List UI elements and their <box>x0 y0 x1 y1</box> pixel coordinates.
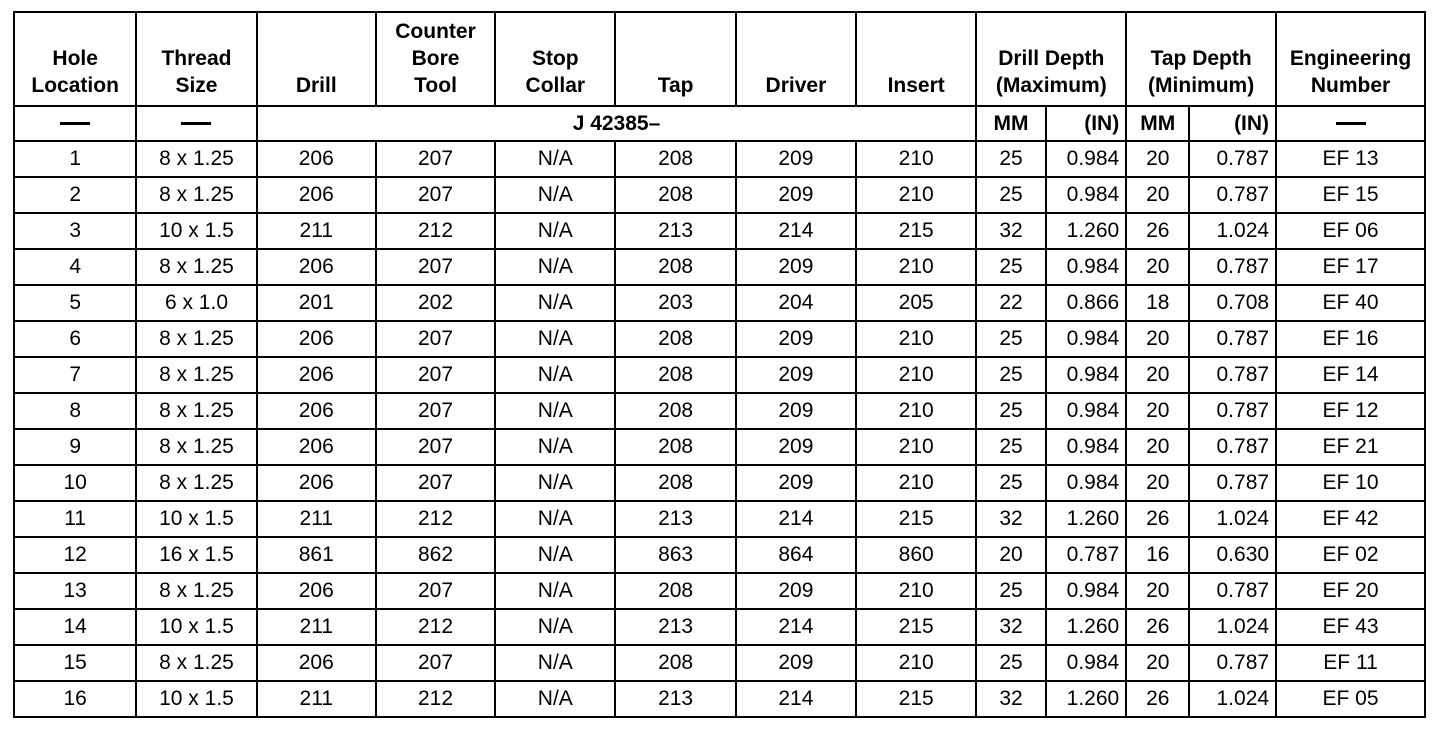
engineering-number-cell: EF 16 <box>1276 321 1425 357</box>
tap-depth-mm-cell: 20 <box>1126 645 1189 681</box>
thread-size-cell: 8 x 1.25 <box>136 357 256 393</box>
tap-depth-mm-cell: 20 <box>1126 429 1189 465</box>
insert-cell: 210 <box>856 645 976 681</box>
tap-depth-mm-cell: 26 <box>1126 213 1189 249</box>
counter-bore-tool-cell: 207 <box>376 249 495 285</box>
drill-depth-in-cell: 0.984 <box>1046 393 1127 429</box>
tap-depth-mm-cell: 20 <box>1126 321 1189 357</box>
driver-cell: 209 <box>736 321 856 357</box>
counter-bore-tool-cell: 212 <box>376 681 495 717</box>
stop-collar-cell: N/A <box>495 429 615 465</box>
insert-cell: 210 <box>856 393 976 429</box>
table-row <box>14 321 1425 357</box>
counter-bore-tool-cell: 212 <box>376 213 495 249</box>
engineering-number-cell: EF 20 <box>1276 573 1425 609</box>
hole-location-cell: 16 <box>14 681 136 717</box>
drill-cell: 211 <box>257 213 376 249</box>
header-tap: Tap <box>615 12 735 106</box>
drill-depth-in-cell: 0.866 <box>1046 285 1127 321</box>
units-hole-location-dash <box>14 106 136 141</box>
drill-cell: 206 <box>257 249 376 285</box>
drill-depth-in-cell: 0.787 <box>1046 537 1127 573</box>
driver-cell: 209 <box>736 393 856 429</box>
thread-size-cell: 10 x 1.5 <box>136 213 256 249</box>
header-driver: Driver <box>736 12 856 106</box>
units-thread-size-dash <box>136 106 256 141</box>
tap-depth-mm-cell: 20 <box>1126 177 1189 213</box>
thread-size-cell: 10 x 1.5 <box>136 501 256 537</box>
driver-cell: 209 <box>736 177 856 213</box>
table-row <box>14 141 1425 177</box>
tap-cell: 213 <box>615 681 735 717</box>
insert-cell: 210 <box>856 249 976 285</box>
drill-depth-mm-cell: 25 <box>976 177 1045 213</box>
tap-cell: 208 <box>615 357 735 393</box>
engineering-number-cell: EF 21 <box>1276 429 1425 465</box>
thread-size-cell: 8 x 1.25 <box>136 141 256 177</box>
driver-cell: 214 <box>736 609 856 645</box>
counter-bore-tool-cell: 207 <box>376 321 495 357</box>
counter-bore-tool-cell: 207 <box>376 393 495 429</box>
thread-size-cell: 8 x 1.25 <box>136 429 256 465</box>
tool-number-prefix: J 42385– <box>257 106 977 141</box>
thread-size-cell: 10 x 1.5 <box>136 609 256 645</box>
table-row <box>14 573 1425 609</box>
header-stop-collar: Stop Collar <box>495 12 615 106</box>
tap-cell: 208 <box>615 573 735 609</box>
header-insert: Insert <box>856 12 976 106</box>
tap-depth-mm-cell: 26 <box>1126 609 1189 645</box>
drill-depth-mm-cell: 25 <box>976 465 1045 501</box>
counter-bore-tool-cell: 207 <box>376 465 495 501</box>
thread-size-cell: 16 x 1.5 <box>136 537 256 573</box>
tap-depth-mm-cell: 20 <box>1126 141 1189 177</box>
driver-cell: 209 <box>736 141 856 177</box>
drill-depth-in-cell: 1.260 <box>1046 501 1127 537</box>
drill-depth-in-cell: 0.984 <box>1046 321 1127 357</box>
driver-cell: 209 <box>736 465 856 501</box>
table-row <box>14 357 1425 393</box>
drill-depth-mm-unit: MM <box>976 106 1045 141</box>
drill-depth-in-cell: 1.260 <box>1046 681 1127 717</box>
tap-cell: 213 <box>615 213 735 249</box>
table-row <box>14 465 1425 501</box>
table-row <box>14 393 1425 429</box>
tap-depth-in-cell: 0.787 <box>1189 177 1276 213</box>
tap-cell: 208 <box>615 321 735 357</box>
engineering-number-cell: EF 14 <box>1276 357 1425 393</box>
drill-depth-in-cell: 1.260 <box>1046 213 1127 249</box>
tap-depth-in-cell: 1.024 <box>1189 681 1276 717</box>
engineering-number-cell: EF 15 <box>1276 177 1425 213</box>
engineering-number-cell: EF 17 <box>1276 249 1425 285</box>
hole-location-cell: 14 <box>14 609 136 645</box>
engineering-number-cell: EF 06 <box>1276 213 1425 249</box>
units-engineering-number-dash <box>1276 106 1425 141</box>
tap-depth-mm-cell: 16 <box>1126 537 1189 573</box>
tap-depth-in-cell: 0.787 <box>1189 321 1276 357</box>
thread-size-cell: 8 x 1.25 <box>136 465 256 501</box>
tap-depth-in-cell: 1.024 <box>1189 609 1276 645</box>
table-row <box>14 249 1425 285</box>
drill-cell: 206 <box>257 141 376 177</box>
engineering-number-cell: EF 02 <box>1276 537 1425 573</box>
insert-cell: 210 <box>856 177 976 213</box>
hole-location-cell: 6 <box>14 321 136 357</box>
stop-collar-cell: N/A <box>495 681 615 717</box>
drill-depth-mm-cell: 25 <box>976 249 1045 285</box>
counter-bore-tool-cell: 212 <box>376 501 495 537</box>
drill-cell: 206 <box>257 573 376 609</box>
tap-cell: 208 <box>615 177 735 213</box>
insert-cell: 210 <box>856 429 976 465</box>
hole-location-cell: 2 <box>14 177 136 213</box>
drill-cell: 201 <box>257 285 376 321</box>
table-row <box>14 681 1425 717</box>
thread-size-cell: 8 x 1.25 <box>136 249 256 285</box>
tap-depth-mm-cell: 20 <box>1126 393 1189 429</box>
drill-depth-in-cell: 0.984 <box>1046 429 1127 465</box>
drill-depth-mm-cell: 25 <box>976 573 1045 609</box>
table-row <box>14 537 1425 573</box>
tap-depth-in-cell: 0.787 <box>1189 573 1276 609</box>
counter-bore-tool-cell: 207 <box>376 141 495 177</box>
driver-cell: 209 <box>736 357 856 393</box>
stop-collar-cell: N/A <box>495 645 615 681</box>
hole-location-cell: 5 <box>14 285 136 321</box>
hole-location-cell: 3 <box>14 213 136 249</box>
engineering-number-cell: EF 43 <box>1276 609 1425 645</box>
drill-cell: 211 <box>257 501 376 537</box>
table-row <box>14 645 1425 681</box>
dash-mark <box>60 122 90 125</box>
stop-collar-cell: N/A <box>495 393 615 429</box>
table-row <box>14 429 1425 465</box>
tap-cell: 203 <box>615 285 735 321</box>
table-body <box>14 141 1425 717</box>
insert-cell: 210 <box>856 465 976 501</box>
engineering-number-cell: EF 40 <box>1276 285 1425 321</box>
tap-depth-in-cell: 1.024 <box>1189 501 1276 537</box>
tap-cell: 208 <box>615 393 735 429</box>
drill-cell: 206 <box>257 393 376 429</box>
driver-cell: 204 <box>736 285 856 321</box>
hole-location-cell: 4 <box>14 249 136 285</box>
thread-size-cell: 8 x 1.25 <box>136 321 256 357</box>
header-counter-bore-tool: Counter Bore Tool <box>376 12 495 106</box>
engineering-number-cell: EF 11 <box>1276 645 1425 681</box>
units-row <box>14 106 1425 141</box>
header-drill: Drill <box>257 12 376 106</box>
drill-depth-in-cell: 0.984 <box>1046 645 1127 681</box>
tap-depth-mm-cell: 26 <box>1126 681 1189 717</box>
tap-depth-mm-cell: 20 <box>1126 465 1189 501</box>
tap-cell: 208 <box>615 645 735 681</box>
drill-cell: 211 <box>257 681 376 717</box>
drill-depth-mm-cell: 22 <box>976 285 1045 321</box>
dash-mark <box>1336 122 1366 125</box>
tap-cell: 208 <box>615 429 735 465</box>
drill-depth-in-unit: (IN) <box>1046 106 1127 141</box>
drill-depth-in-cell: 0.984 <box>1046 141 1127 177</box>
hole-location-cell: 11 <box>14 501 136 537</box>
counter-bore-tool-cell: 207 <box>376 177 495 213</box>
hole-location-cell: 12 <box>14 537 136 573</box>
drill-depth-mm-cell: 25 <box>976 141 1045 177</box>
counter-bore-tool-cell: 207 <box>376 573 495 609</box>
drill-depth-in-cell: 0.984 <box>1046 573 1127 609</box>
drill-cell: 206 <box>257 645 376 681</box>
drill-depth-mm-cell: 32 <box>976 609 1045 645</box>
table-row <box>14 285 1425 321</box>
engineering-number-cell: EF 12 <box>1276 393 1425 429</box>
tap-depth-in-cell: 0.708 <box>1189 285 1276 321</box>
tap-depth-mm-cell: 20 <box>1126 249 1189 285</box>
insert-cell: 215 <box>856 501 976 537</box>
drill-depth-mm-cell: 25 <box>976 645 1045 681</box>
driver-cell: 209 <box>736 645 856 681</box>
drill-cell: 206 <box>257 177 376 213</box>
tap-depth-mm-unit: MM <box>1126 106 1189 141</box>
tap-depth-in-cell: 0.787 <box>1189 393 1276 429</box>
hole-location-cell: 8 <box>14 393 136 429</box>
thread-size-cell: 6 x 1.0 <box>136 285 256 321</box>
tap-depth-mm-cell: 20 <box>1126 573 1189 609</box>
thread-size-cell: 8 x 1.25 <box>136 393 256 429</box>
header-engineering-number: Engineering Number <box>1276 12 1425 106</box>
drill-cell: 206 <box>257 465 376 501</box>
insert-cell: 860 <box>856 537 976 573</box>
tap-depth-in-cell: 0.787 <box>1189 141 1276 177</box>
table-row <box>14 501 1425 537</box>
tap-depth-in-cell: 0.787 <box>1189 249 1276 285</box>
hole-location-cell: 9 <box>14 429 136 465</box>
thread-size-cell: 10 x 1.5 <box>136 681 256 717</box>
hole-location-cell: 7 <box>14 357 136 393</box>
counter-bore-tool-cell: 862 <box>376 537 495 573</box>
tap-depth-in-cell: 0.787 <box>1189 465 1276 501</box>
tool-specification-table <box>13 11 1426 718</box>
table-row <box>14 609 1425 645</box>
stop-collar-cell: N/A <box>495 537 615 573</box>
insert-cell: 215 <box>856 681 976 717</box>
drill-depth-in-cell: 1.260 <box>1046 609 1127 645</box>
drill-cell: 206 <box>257 321 376 357</box>
tap-depth-in-cell: 0.787 <box>1189 429 1276 465</box>
drill-cell: 861 <box>257 537 376 573</box>
driver-cell: 214 <box>736 681 856 717</box>
thread-size-cell: 8 x 1.25 <box>136 177 256 213</box>
drill-depth-mm-cell: 32 <box>976 213 1045 249</box>
tap-depth-in-cell: 1.024 <box>1189 213 1276 249</box>
drill-depth-mm-cell: 32 <box>976 501 1045 537</box>
drill-depth-mm-cell: 25 <box>976 393 1045 429</box>
driver-cell: 209 <box>736 249 856 285</box>
counter-bore-tool-cell: 207 <box>376 645 495 681</box>
header-tap-depth: Tap Depth (Minimum) <box>1126 12 1276 106</box>
stop-collar-cell: N/A <box>495 141 615 177</box>
tap-cell: 213 <box>615 609 735 645</box>
insert-cell: 215 <box>856 609 976 645</box>
tap-cell: 208 <box>615 249 735 285</box>
drill-depth-mm-cell: 25 <box>976 357 1045 393</box>
driver-cell: 209 <box>736 429 856 465</box>
thread-size-cell: 8 x 1.25 <box>136 573 256 609</box>
header-thread-size: Thread Size <box>136 12 256 106</box>
stop-collar-cell: N/A <box>495 465 615 501</box>
driver-cell: 214 <box>736 213 856 249</box>
engineering-number-cell: EF 05 <box>1276 681 1425 717</box>
hole-location-cell: 15 <box>14 645 136 681</box>
insert-cell: 205 <box>856 285 976 321</box>
engineering-number-cell: EF 42 <box>1276 501 1425 537</box>
drill-depth-mm-cell: 20 <box>976 537 1045 573</box>
tap-depth-mm-cell: 26 <box>1126 501 1189 537</box>
stop-collar-cell: N/A <box>495 285 615 321</box>
drill-depth-mm-cell: 25 <box>976 429 1045 465</box>
drill-depth-in-cell: 0.984 <box>1046 357 1127 393</box>
tap-cell: 213 <box>615 501 735 537</box>
insert-cell: 210 <box>856 141 976 177</box>
engineering-number-cell: EF 10 <box>1276 465 1425 501</box>
stop-collar-cell: N/A <box>495 321 615 357</box>
stop-collar-cell: N/A <box>495 357 615 393</box>
drill-cell: 206 <box>257 429 376 465</box>
insert-cell: 210 <box>856 573 976 609</box>
column-header-row <box>14 12 1425 106</box>
dash-mark <box>181 122 211 125</box>
drill-depth-in-cell: 0.984 <box>1046 177 1127 213</box>
tap-cell: 208 <box>615 141 735 177</box>
tap-depth-in-cell: 0.630 <box>1189 537 1276 573</box>
stop-collar-cell: N/A <box>495 249 615 285</box>
hole-location-cell: 1 <box>14 141 136 177</box>
drill-depth-mm-cell: 32 <box>976 681 1045 717</box>
tap-depth-mm-cell: 18 <box>1126 285 1189 321</box>
tap-depth-in-unit: (IN) <box>1189 106 1276 141</box>
stop-collar-cell: N/A <box>495 177 615 213</box>
thread-size-cell: 8 x 1.25 <box>136 645 256 681</box>
table-row <box>14 177 1425 213</box>
tap-depth-mm-cell: 20 <box>1126 357 1189 393</box>
driver-cell: 209 <box>736 573 856 609</box>
tap-depth-in-cell: 0.787 <box>1189 645 1276 681</box>
stop-collar-cell: N/A <box>495 501 615 537</box>
counter-bore-tool-cell: 212 <box>376 609 495 645</box>
tap-cell: 863 <box>615 537 735 573</box>
hole-location-cell: 10 <box>14 465 136 501</box>
drill-cell: 211 <box>257 609 376 645</box>
driver-cell: 864 <box>736 537 856 573</box>
insert-cell: 215 <box>856 213 976 249</box>
tap-depth-in-cell: 0.787 <box>1189 357 1276 393</box>
header-hole-location: Hole Location <box>14 12 136 106</box>
counter-bore-tool-cell: 207 <box>376 357 495 393</box>
drill-depth-in-cell: 0.984 <box>1046 465 1127 501</box>
counter-bore-tool-cell: 202 <box>376 285 495 321</box>
insert-cell: 210 <box>856 357 976 393</box>
counter-bore-tool-cell: 207 <box>376 429 495 465</box>
engineering-number-cell: EF 13 <box>1276 141 1425 177</box>
drill-depth-mm-cell: 25 <box>976 321 1045 357</box>
stop-collar-cell: N/A <box>495 573 615 609</box>
stop-collar-cell: N/A <box>495 213 615 249</box>
insert-cell: 210 <box>856 321 976 357</box>
drill-cell: 206 <box>257 357 376 393</box>
stop-collar-cell: N/A <box>495 609 615 645</box>
table-row <box>14 213 1425 249</box>
driver-cell: 214 <box>736 501 856 537</box>
header-drill-depth: Drill Depth (Maximum) <box>976 12 1126 106</box>
hole-location-cell: 13 <box>14 573 136 609</box>
tap-cell: 208 <box>615 465 735 501</box>
drill-depth-in-cell: 0.984 <box>1046 249 1127 285</box>
